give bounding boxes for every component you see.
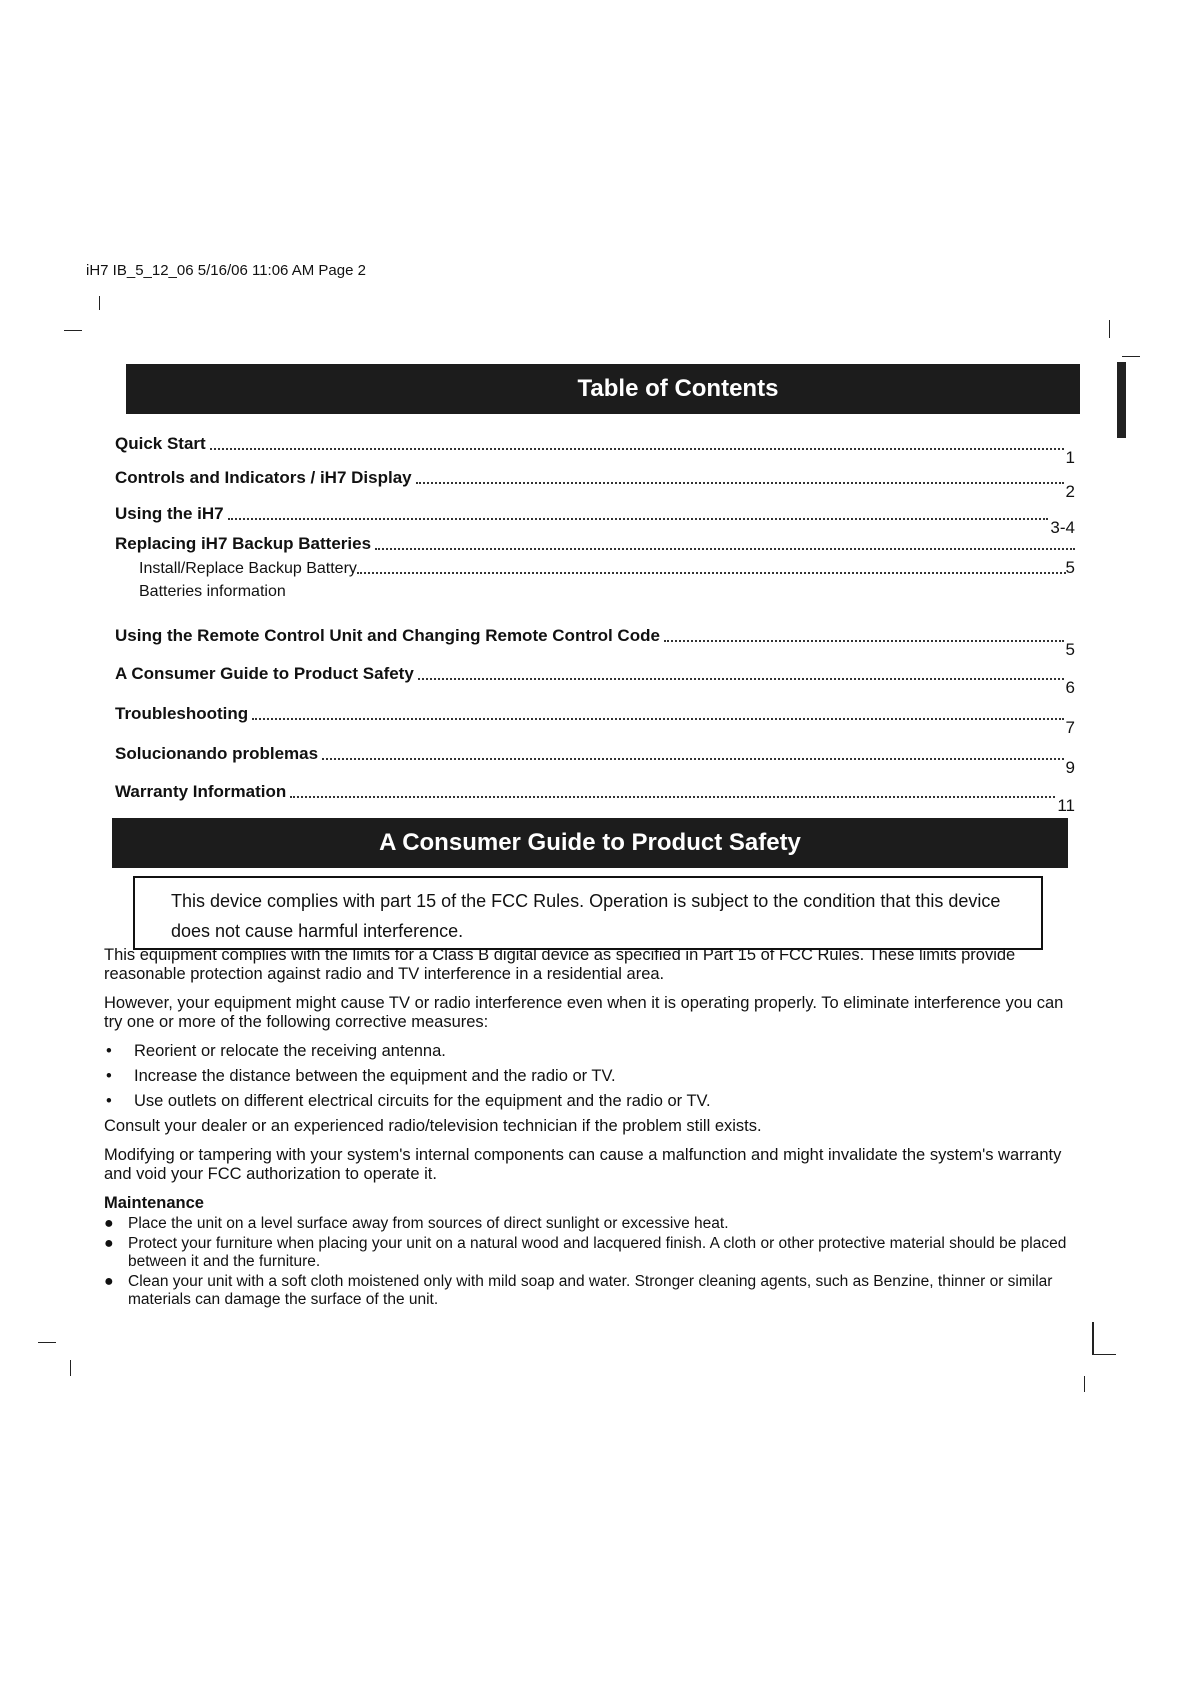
crop-mark (1092, 1354, 1116, 1355)
toc-entry-page: 11 (1057, 796, 1075, 815)
toc-entry-page: 2 (1065, 482, 1075, 501)
toc-subentry[interactable] (115, 578, 1075, 606)
toc-entry-title: Warranty Information (115, 782, 287, 801)
maintenance-text: Protect your furniture when placing your unit on a natural wood and lacquered finish. A cloth or other protective material should be placed between it and the furniture. (128, 1235, 1067, 1270)
safety-heading: A Consumer Guide to Product Safety (379, 829, 801, 856)
crop-mark (1109, 320, 1110, 338)
measure-text: Use outlets on different electrical circuits for the equipment and the radio or TV. (134, 1092, 711, 1110)
toc-entry-title: Troubleshooting (115, 704, 249, 723)
bullet-icon: ● (104, 1235, 114, 1252)
list-item (104, 1273, 1069, 1309)
toc-subentry-title: Install/Replace Backup Battery (139, 560, 357, 577)
toc-entry[interactable] (115, 488, 1075, 537)
maintenance-list (104, 1215, 1069, 1309)
toc-entry-page: 3-4 (1050, 518, 1075, 537)
safety-body (104, 946, 1069, 1311)
toc-entry[interactable] (115, 524, 1075, 554)
list-item (104, 1235, 1069, 1271)
consult-paragraph: Consult your dealer or an experienced radio/television technician if the problem still exists. (104, 1117, 762, 1135)
bullet-icon: • (106, 1042, 112, 1060)
dot-leader (416, 482, 1064, 484)
toc-subentry-title: Batteries information (139, 583, 286, 600)
toc-entry[interactable] (115, 684, 1075, 737)
bullet-icon: • (106, 1067, 112, 1085)
toc-entry[interactable] (115, 418, 1075, 467)
toc-entry-page: 6 (1065, 678, 1075, 697)
measure-text: Increase the distance between the equipment and the radio or TV. (134, 1067, 616, 1085)
dot-leader (322, 758, 1063, 760)
crop-mark (1092, 1322, 1094, 1354)
toc-entry-title: Solucionando problemas (115, 744, 319, 763)
list-item (104, 1092, 1069, 1111)
safety-heading-banner (112, 818, 1068, 868)
bullet-icon: • (106, 1092, 112, 1110)
dot-leader (228, 518, 1049, 520)
toc-entry[interactable] (115, 454, 1075, 501)
maintenance-text: Clean your unit with a soft cloth moistened only with mild soap and water. Stronger cleaning agents, such as Benzine, thinner or similar materials can damage the surface of the unit. (128, 1273, 1053, 1308)
interference-paragraph: However, your equipment might cause TV or radio interference even when it is operating properly. To eliminate interference you can try one or more of the following corrective measures: (104, 994, 1064, 1031)
list-item (104, 1215, 1069, 1233)
toc-subentry[interactable] (115, 554, 1075, 578)
dot-leader (210, 448, 1064, 450)
toc-entry-page: 5 (1065, 640, 1075, 659)
toc-entry[interactable] (115, 606, 1075, 659)
toc-entry-page: 1 (1065, 448, 1075, 467)
fcc-notice-box (133, 876, 1043, 950)
dot-leader (252, 718, 1063, 720)
toc-entry-title: Using the iH7 (115, 504, 224, 523)
dot-leader (357, 572, 1066, 574)
toc-entry[interactable] (115, 646, 1075, 697)
maintenance-heading: Maintenance (104, 1194, 204, 1212)
corrective-measures-list (104, 1042, 1069, 1111)
toc-entry-title: A Consumer Guide to Product Safety (115, 664, 414, 683)
toc-entry-title: Quick Start (115, 434, 206, 453)
maintenance-text: Place the unit on a level surface away from sources of direct sunlight or excessive heat. (128, 1215, 729, 1232)
toc-entry-title: Replacing iH7 Backup Batteries (115, 534, 372, 553)
dot-leader (375, 548, 1075, 550)
dot-leader (418, 678, 1064, 680)
fcc-notice-text: This device complies with part 15 of the FCC Rules. Operation is subject to the condition that this device does not cause harmful interference. (171, 891, 1001, 941)
crop-mark (1084, 1376, 1085, 1392)
toc-entry-page: 7 (1065, 718, 1075, 737)
toc-subentry-page: 5 (1065, 558, 1075, 577)
crop-mark (70, 1360, 71, 1376)
dot-leader (290, 796, 1055, 798)
toc-entry[interactable] (115, 764, 1075, 815)
crop-mark (38, 1342, 56, 1343)
toc-entry-title: Using the Remote Control Unit and Changing Remote Control Code (115, 626, 660, 645)
dot-leader (664, 640, 1064, 642)
measure-text: Reorient or relocate the receiving antenna. (134, 1042, 446, 1060)
toc-heading: Table of Contents (577, 375, 779, 402)
bullet-icon: ● (104, 1273, 114, 1290)
crop-mark (64, 330, 82, 331)
toc-entry[interactable] (115, 724, 1075, 777)
toc-heading-banner (126, 364, 1080, 414)
toc-entry-page: 9 (1065, 758, 1075, 777)
print-slug: iH7 IB_5_12_06 5/16/06 11:06 AM Page 2 (86, 262, 366, 279)
class-b-paragraph: This equipment complies with the limits for a Class B digital device as specified in Part 15 of FCC Rules. These limits provide reasonable protection against radio and TV interference in a residential area. (104, 946, 1016, 983)
crop-mark (99, 296, 100, 310)
toc-entry-title: Controls and Indicators / iH7 Display (115, 468, 412, 487)
table-of-contents (115, 418, 1075, 815)
list-item (104, 1067, 1069, 1086)
modify-paragraph: Modifying or tampering with your system's internal components can cause a malfunction and might invalidate the system's warranty and void your FCC authorization to operate it. (104, 1146, 1062, 1183)
crop-mark (1122, 356, 1140, 357)
list-item (104, 1042, 1069, 1061)
bullet-icon: ● (104, 1215, 114, 1232)
crop-mark (1117, 362, 1126, 438)
